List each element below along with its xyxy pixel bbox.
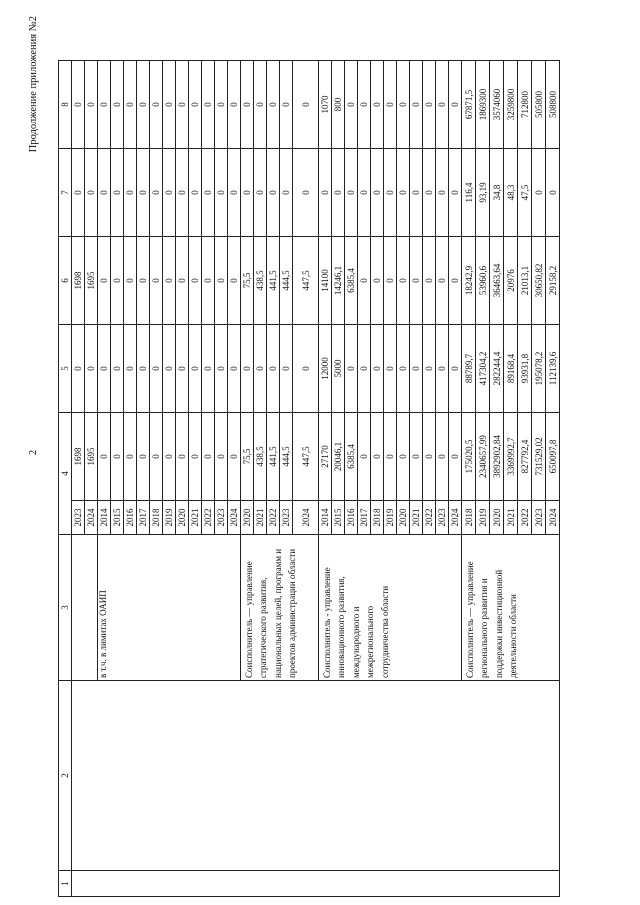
- value-cell-c8: 1869300: [476, 61, 490, 149]
- column-number: 5: [59, 325, 72, 413]
- value-cell-c8: 3259800: [504, 61, 518, 149]
- value-cell-c7: 0: [358, 149, 371, 237]
- value-cell-c8: 800: [332, 61, 345, 149]
- value-cell-c5: 0: [137, 325, 150, 413]
- value-cell-c7: 0: [410, 149, 423, 237]
- value-cell-c7: 0: [98, 149, 111, 237]
- value-cell-c7: 0: [228, 149, 241, 237]
- label-line: инновационного развития,: [336, 576, 347, 678]
- value-cell-c8: 0: [267, 61, 280, 149]
- value-cell-c8: 0: [98, 61, 111, 149]
- value-cell-c4: 6385,4: [345, 413, 358, 501]
- value-cell-c5: 0: [241, 325, 254, 413]
- value-cell-c8: 0: [436, 61, 449, 149]
- regional-development-label: [462, 535, 560, 681]
- value-cell-c7: 0: [332, 149, 345, 237]
- value-cell-c7: 0: [384, 149, 397, 237]
- year-cell: 2021: [189, 501, 202, 535]
- year-cell: 2023: [215, 501, 228, 535]
- value-cell-c8: 67871,5: [462, 61, 476, 149]
- value-cell-c4: 0: [228, 413, 241, 501]
- value-cell-c6: 0: [410, 237, 423, 325]
- year-cell: 2017: [358, 501, 371, 535]
- value-cell-c7: 47,5: [518, 149, 532, 237]
- year-cell: 2022: [518, 501, 532, 535]
- year-cell: 2019: [384, 501, 397, 535]
- year-cell: 2016: [345, 501, 358, 535]
- value-cell-c6: 0: [124, 237, 137, 325]
- value-cell-c4: 0: [371, 413, 384, 501]
- value-cell-c8: 0: [371, 61, 384, 149]
- year-cell: 2020: [241, 501, 254, 535]
- value-cell-c8: 508800: [546, 61, 560, 149]
- value-cell-c7: 0: [532, 149, 546, 237]
- value-cell-c6: 0: [397, 237, 410, 325]
- value-cell-c5: 0: [254, 325, 267, 413]
- value-cell-c8: 0: [72, 61, 85, 149]
- value-cell-c6: 1695: [85, 237, 98, 325]
- value-cell-c4: 0: [215, 413, 228, 501]
- value-cell-c7: 0: [319, 149, 332, 237]
- value-cell-c4: 0: [423, 413, 436, 501]
- value-cell-c4: 20046,1: [332, 413, 345, 501]
- value-cell-c4: 1698: [72, 413, 85, 501]
- column-number: 8: [59, 61, 72, 149]
- value-cell-c8: 0: [423, 61, 436, 149]
- year-cell: 2021: [410, 501, 423, 535]
- value-cell-c4: 75,5: [241, 413, 254, 501]
- value-cell-c5: 0: [72, 325, 85, 413]
- year-cell: 2021: [504, 501, 518, 535]
- value-cell-c5: 0: [189, 325, 202, 413]
- value-cell-c6: 75,5: [241, 237, 254, 325]
- value-cell-c6: 14100: [319, 237, 332, 325]
- value-cell-c6: 438,5: [254, 237, 267, 325]
- value-cell-c4: 650097,8: [546, 413, 560, 501]
- column-number: 6: [59, 237, 72, 325]
- value-cell-c5: 0: [423, 325, 436, 413]
- value-cell-c7: 0: [163, 149, 176, 237]
- oaip-label: [98, 535, 241, 681]
- value-cell-c5: 0: [215, 325, 228, 413]
- year-cell: 2019: [476, 501, 490, 535]
- year-cell: 2020: [176, 501, 189, 535]
- value-cell-c7: 34,8: [490, 149, 504, 237]
- value-cell-c7: 0: [137, 149, 150, 237]
- value-cell-c4: 3892902,84: [490, 413, 504, 501]
- value-cell-c6: 0: [436, 237, 449, 325]
- value-cell-c5: 0: [202, 325, 215, 413]
- year-cell: 2022: [202, 501, 215, 535]
- value-cell-c5: 0: [176, 325, 189, 413]
- label-line: международного и: [350, 606, 361, 678]
- value-cell-c8: 0: [85, 61, 98, 149]
- strategic-development-label: [241, 535, 319, 681]
- year-cell: 2022: [423, 501, 436, 535]
- value-cell-c6: 0: [384, 237, 397, 325]
- value-cell-c7: 0: [280, 149, 293, 237]
- year-cell: 2023: [72, 501, 85, 535]
- value-cell-c4: 0: [163, 413, 176, 501]
- value-cell-c5: 282244,4: [490, 325, 504, 413]
- value-cell-c8: 0: [280, 61, 293, 149]
- year-cell: 2014: [98, 501, 111, 535]
- value-cell-c5: 0: [280, 325, 293, 413]
- value-cell-c8: 0: [202, 61, 215, 149]
- value-cell-c6: 0: [111, 237, 124, 325]
- year-cell: 2024: [449, 501, 462, 535]
- value-cell-c6: 0: [189, 237, 202, 325]
- label-line: национальных целей, программ и: [272, 548, 283, 678]
- value-cell-c4: 0: [358, 413, 371, 501]
- value-cell-c5: 0: [384, 325, 397, 413]
- value-cell-c7: 0: [397, 149, 410, 237]
- value-cell-c6: 20976: [504, 237, 518, 325]
- value-cell-c4: 827792,4: [518, 413, 532, 501]
- value-cell-c7: 48,3: [504, 149, 518, 237]
- value-cell-c4: 0: [449, 413, 462, 501]
- value-cell-c5: 0: [345, 325, 358, 413]
- year-cell: 2018: [371, 501, 384, 535]
- year-cell: 2018: [462, 501, 476, 535]
- table-row: [72, 61, 85, 897]
- value-cell-c6: 53960,6: [476, 237, 490, 325]
- value-cell-c8: 0: [137, 61, 150, 149]
- value-cell-c6: 0: [202, 237, 215, 325]
- value-cell-c7: 93,19: [476, 149, 490, 237]
- value-cell-c6: 0: [358, 237, 371, 325]
- column-number: 3: [59, 535, 72, 681]
- value-cell-c5: 0: [371, 325, 384, 413]
- value-cell-c7: 0: [72, 149, 85, 237]
- label-line: деятельности области: [508, 594, 519, 678]
- value-cell-c6: 0: [137, 237, 150, 325]
- column-number: 7: [59, 149, 72, 237]
- year-cell: 2020: [397, 501, 410, 535]
- label-line: регионального развития и: [479, 578, 490, 678]
- year-cell: 2023: [436, 501, 449, 535]
- value-cell-c4: 0: [150, 413, 163, 501]
- value-cell-c8: 3574060: [490, 61, 504, 149]
- column-1-cell: [72, 871, 560, 897]
- column-number: 1: [59, 871, 72, 897]
- oaip-label-text: в т.ч. в лимитах ОАИП: [98, 590, 108, 678]
- value-cell-c4: 438,5: [254, 413, 267, 501]
- value-cell-c5: 0: [449, 325, 462, 413]
- value-cell-c5: 0: [293, 325, 319, 413]
- value-cell-c5: 89168,4: [504, 325, 518, 413]
- value-cell-c7: 0: [436, 149, 449, 237]
- value-cell-c8: 505800: [532, 61, 546, 149]
- value-cell-c8: 0: [124, 61, 137, 149]
- value-cell-c6: 0: [163, 237, 176, 325]
- value-cell-c4: 0: [410, 413, 423, 501]
- value-cell-c5: 112139,6: [546, 325, 560, 413]
- value-cell-c6: 0: [228, 237, 241, 325]
- label-line: межрегионального: [365, 605, 376, 678]
- year-cell: 2018: [150, 501, 163, 535]
- year-cell: 2021: [254, 501, 267, 535]
- value-cell-c5: 0: [267, 325, 280, 413]
- value-cell-c4: 447,5: [293, 413, 319, 501]
- year-cell: 2015: [111, 501, 124, 535]
- value-cell-c6: 441,5: [267, 237, 280, 325]
- value-cell-c5: 5000: [332, 325, 345, 413]
- value-cell-c5: 0: [228, 325, 241, 413]
- label-line: поддержки инвестиционной: [493, 569, 504, 678]
- value-cell-c8: 0: [449, 61, 462, 149]
- value-cell-c6: 447,5: [293, 237, 319, 325]
- value-cell-c5: 93931,8: [518, 325, 532, 413]
- value-cell-c7: 0: [371, 149, 384, 237]
- value-cell-c7: 0: [150, 149, 163, 237]
- value-cell-c8: 0: [241, 61, 254, 149]
- value-cell-c8: 0: [254, 61, 267, 149]
- value-cell-c5: 0: [436, 325, 449, 413]
- label-line: стратегического развития,: [258, 577, 269, 678]
- value-cell-c4: 175020,5: [462, 413, 476, 501]
- value-cell-c6: 0: [449, 237, 462, 325]
- year-cell: 2016: [124, 501, 137, 535]
- value-cell-c6: 14246,1: [332, 237, 345, 325]
- value-cell-c6: 36463,64: [490, 237, 504, 325]
- value-cell-c8: 0: [215, 61, 228, 149]
- column-number: 4: [59, 413, 72, 535]
- value-cell-c7: 0: [449, 149, 462, 237]
- value-cell-c4: 3369992,7: [504, 413, 518, 501]
- value-cell-c4: 0: [202, 413, 215, 501]
- value-cell-c7: 0: [345, 149, 358, 237]
- value-cell-c6: 0: [371, 237, 384, 325]
- value-cell-c6: 18242,9: [462, 237, 476, 325]
- value-cell-c8: 0: [397, 61, 410, 149]
- value-cell-c7: 0: [241, 149, 254, 237]
- year-cell: 2019: [163, 501, 176, 535]
- value-cell-c5: 0: [397, 325, 410, 413]
- value-cell-c6: 0: [150, 237, 163, 325]
- column-number: 2: [59, 681, 72, 871]
- value-cell-c7: 0: [124, 149, 137, 237]
- value-cell-c6: 0: [98, 237, 111, 325]
- value-cell-c5: 195078,2: [532, 325, 546, 413]
- year-cell: 2017: [137, 501, 150, 535]
- value-cell-c5: 0: [111, 325, 124, 413]
- value-cell-c4: 0: [137, 413, 150, 501]
- value-cell-c4: 1695: [85, 413, 98, 501]
- value-cell-c7: 0: [293, 149, 319, 237]
- budget-table: [58, 60, 560, 897]
- value-cell-c8: 0: [189, 61, 202, 149]
- value-cell-c7: 0: [215, 149, 228, 237]
- value-cell-c8: 0: [163, 61, 176, 149]
- value-cell-c6: 444,5: [280, 237, 293, 325]
- innovation-development-label: [319, 535, 462, 681]
- value-cell-c6: 30650,82: [532, 237, 546, 325]
- value-cell-c4: 0: [384, 413, 397, 501]
- value-cell-c5: 0: [124, 325, 137, 413]
- value-cell-c6: 6385,4: [345, 237, 358, 325]
- column-number-row: [59, 61, 72, 897]
- value-cell-c7: 0: [423, 149, 436, 237]
- value-cell-c7: 0: [267, 149, 280, 237]
- value-cell-c6: 21013,1: [518, 237, 532, 325]
- value-cell-c8: 0: [358, 61, 371, 149]
- value-cell-c4: 0: [111, 413, 124, 501]
- value-cell-c4: 0: [189, 413, 202, 501]
- value-cell-c5: 0: [150, 325, 163, 413]
- value-cell-c4: 0: [436, 413, 449, 501]
- value-cell-c4: 0: [176, 413, 189, 501]
- value-cell-c4: 441,5: [267, 413, 280, 501]
- value-cell-c7: 0: [202, 149, 215, 237]
- value-cell-c5: 0: [163, 325, 176, 413]
- value-cell-c7: 0: [176, 149, 189, 237]
- value-cell-c7: 116,4: [462, 149, 476, 237]
- value-cell-c5: 0: [358, 325, 371, 413]
- value-cell-c4: 0: [124, 413, 137, 501]
- value-cell-c8: 0: [384, 61, 397, 149]
- value-cell-c6: 0: [423, 237, 436, 325]
- value-cell-c4: 27170: [319, 413, 332, 501]
- year-cell: 2014: [319, 501, 332, 535]
- continuation-label: Продолжение приложения №2: [28, 16, 39, 153]
- year-cell: 2024: [546, 501, 560, 535]
- value-cell-c4: 0: [397, 413, 410, 501]
- value-cell-c7: 0: [111, 149, 124, 237]
- year-cell: 2023: [280, 501, 293, 535]
- value-cell-c7: 0: [254, 149, 267, 237]
- label-line: проектов администрации области: [287, 548, 298, 678]
- year-cell: 2022: [267, 501, 280, 535]
- value-cell-c4: 731529,02: [532, 413, 546, 501]
- label-line: Соисполнитель — управление: [244, 561, 254, 678]
- value-cell-c7: 0: [546, 149, 560, 237]
- year-cell: 2015: [332, 501, 345, 535]
- value-cell-c5: 0: [410, 325, 423, 413]
- value-cell-c4: 444,5: [280, 413, 293, 501]
- value-cell-c5: 88789,7: [462, 325, 476, 413]
- label-line: Соисполнитель - управление: [322, 567, 332, 678]
- value-cell-c8: 0: [150, 61, 163, 149]
- value-cell-c6: 0: [176, 237, 189, 325]
- value-cell-c8: 0: [410, 61, 423, 149]
- year-cell: 2024: [85, 501, 98, 535]
- year-cell: 2024: [293, 501, 319, 535]
- value-cell-c5: 417304,2: [476, 325, 490, 413]
- value-cell-c4: 2340657,99: [476, 413, 490, 501]
- label-line: Соисполнитель — управление: [465, 561, 475, 678]
- value-cell-c8: 0: [111, 61, 124, 149]
- value-cell-c5: 12000: [319, 325, 332, 413]
- year-cell: 2024: [228, 501, 241, 535]
- year-cell: 2020: [490, 501, 504, 535]
- year-cell: 2023: [532, 501, 546, 535]
- value-cell-c7: 0: [85, 149, 98, 237]
- value-cell-c6: 1698: [72, 237, 85, 325]
- description-cell: [72, 535, 98, 681]
- value-cell-c5: 0: [85, 325, 98, 413]
- label-line: сотрудничества области: [379, 585, 390, 678]
- value-cell-c6: 29158,2: [546, 237, 560, 325]
- value-cell-c4: 0: [98, 413, 111, 501]
- value-cell-c8: 0: [176, 61, 189, 149]
- value-cell-c7: 0: [189, 149, 202, 237]
- page-number: 2: [28, 450, 39, 455]
- value-cell-c6: 0: [215, 237, 228, 325]
- value-cell-c5: 0: [98, 325, 111, 413]
- value-cell-c8: 712800: [518, 61, 532, 149]
- value-cell-c8: 0: [228, 61, 241, 149]
- value-cell-c8: 0: [293, 61, 319, 149]
- column-2-cell: [72, 681, 560, 871]
- value-cell-c8: 0: [345, 61, 358, 149]
- value-cell-c8: 1070: [319, 61, 332, 149]
